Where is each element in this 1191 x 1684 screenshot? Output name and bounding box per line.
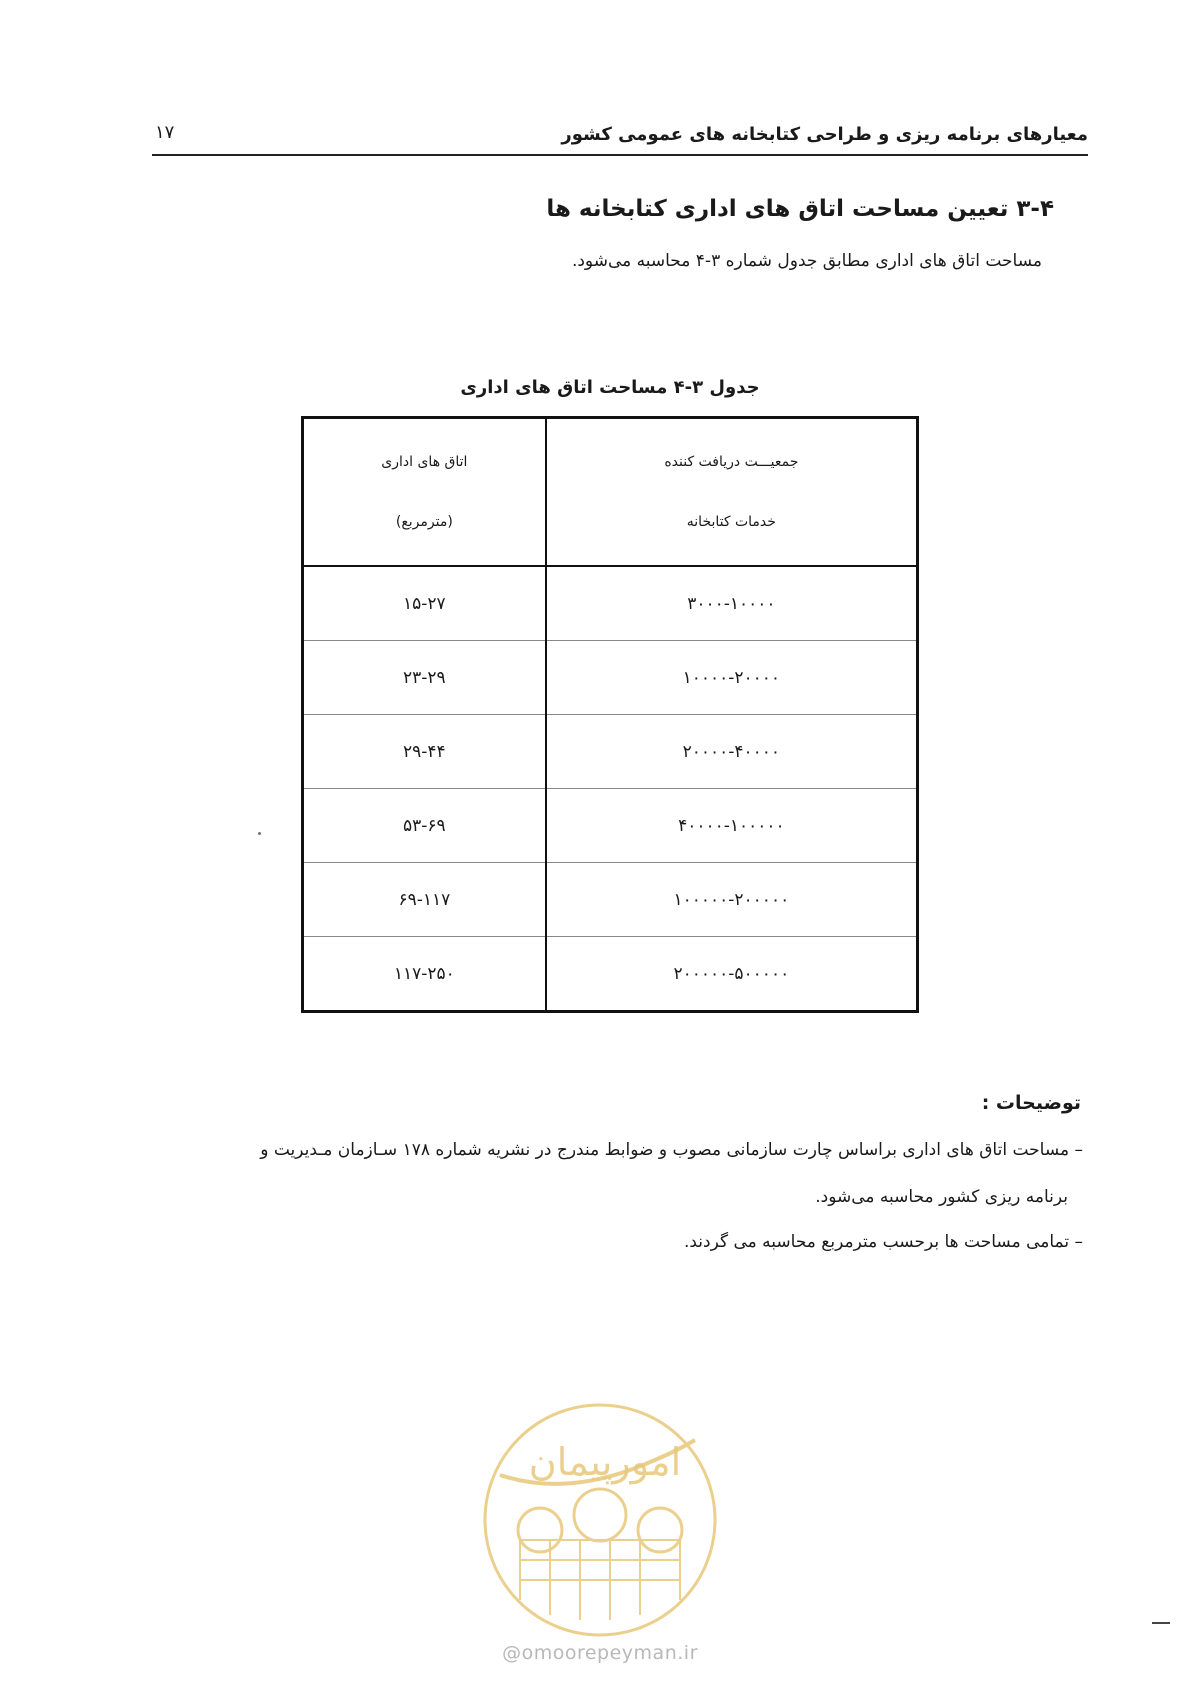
population-cell: ۳۰۰۰-۱۰۰۰۰: [546, 566, 918, 641]
header-rule: [152, 154, 1088, 156]
population-cell: ۱۰۰۰۰۰-۲۰۰۰۰۰: [546, 863, 918, 937]
header-population: [546, 418, 918, 567]
header-office-area-line2: (مترمربع): [395, 514, 453, 530]
table-row: [303, 863, 918, 937]
table-row: [303, 715, 918, 789]
area-cell: ۶۹-۱۱۷: [303, 863, 546, 937]
area-cell: ۵۳-۶۹: [303, 789, 546, 863]
table-header-row: [303, 418, 918, 567]
area-cell: ۱۵-۲۷: [303, 566, 546, 641]
section-heading: ۳-۴ تعیین مساحت اتاق های اداری کتابخانه ها: [546, 196, 1054, 222]
watermark-seal-icon: [480, 1400, 720, 1640]
population-cell: ۴۰۰۰۰-۱۰۰۰۰۰: [546, 789, 918, 863]
table-caption: جدول ۳-۴ مساحت اتاق های اداری: [460, 377, 760, 398]
note-item-2: – تمامی مساحت ها برحسب مترمربع محاسبه می گردند.: [683, 1232, 1083, 1252]
watermark-url-text: omoorepeyman.ir: [521, 1642, 698, 1664]
scan-speck: [258, 832, 261, 835]
header-office-area: [303, 418, 546, 567]
table-row: [303, 789, 918, 863]
header-population-line2: خدمات کتابخانه: [686, 514, 776, 530]
header-office-area-line1: اتاق های اداری: [381, 454, 468, 470]
watermark-url: [480, 1642, 720, 1664]
area-cell: ۱۱۷-۲۵۰: [393, 963, 455, 984]
area-cell: ۲۳-۲۹: [303, 641, 546, 715]
office-area-table: [301, 416, 919, 1013]
running-header-title: معیارهای برنامه ریزی و طراحی کتابخانه های عمومی کشور: [561, 124, 1088, 145]
note-item-1-continuation: برنامه ریزی کشور محاسبه می‌شود.: [815, 1187, 1068, 1207]
at-icon: @: [502, 1642, 522, 1664]
population-cell: ۱۰۰۰۰-۲۰۰۰۰: [546, 641, 918, 715]
section-body-text: مساحت اتاق های اداری مطابق جدول شماره ۳-۴ محاسبه می‌شود.: [571, 251, 1042, 271]
population-cell: ۲۰۰۰۰-۴۰۰۰۰: [546, 715, 918, 789]
notes-title: توضیحات :: [981, 1092, 1081, 1114]
population-cell: ۲۰۰۰۰۰-۵۰۰۰۰۰: [546, 937, 918, 1012]
area-cell: ۲۹-۴۴: [303, 715, 546, 789]
page-number: ۱۷: [155, 122, 175, 143]
margin-dash: [1152, 1622, 1170, 1624]
table-row: [303, 566, 918, 641]
table-row: [303, 937, 918, 1012]
header-population-line1: جمعیـــت دریافت کننده: [664, 454, 799, 470]
watermark-logo-text: امورپیمان: [528, 1440, 682, 1484]
table-row: [303, 641, 918, 715]
note-item-1: – مساحت اتاق های اداری براساس چارت سازمانی مصوب و ضوابط مندرج در نشریه شماره ۱۷۸ سـازمان مـدیریت و: [260, 1140, 1083, 1160]
